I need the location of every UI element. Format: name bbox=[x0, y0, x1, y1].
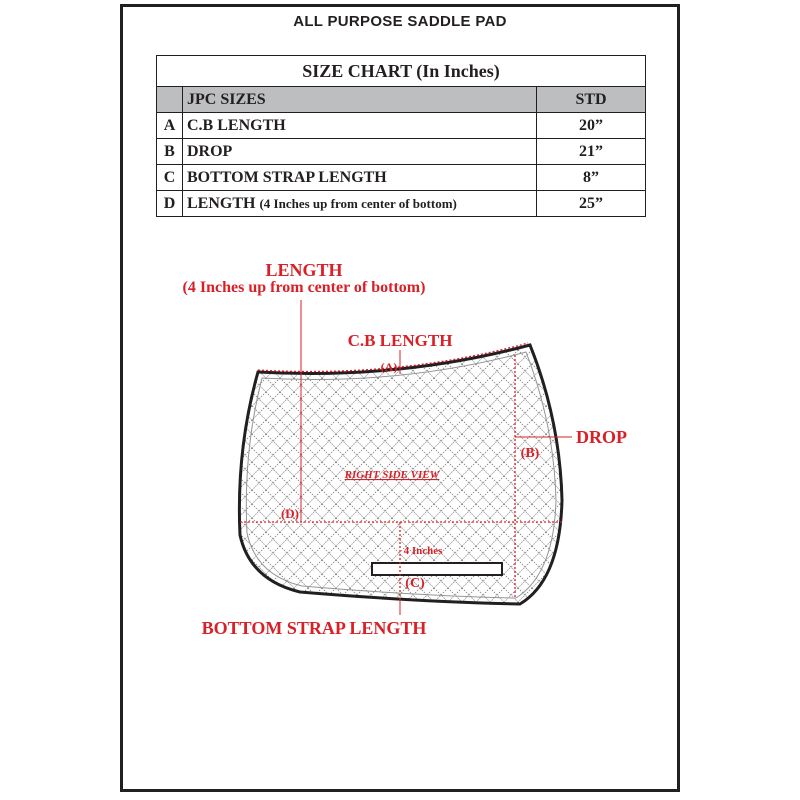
row-name: LENGTH bbox=[187, 194, 256, 212]
row-letter: B bbox=[157, 139, 183, 165]
header-size-std: STD bbox=[537, 87, 646, 113]
row-name: DROP bbox=[187, 142, 233, 160]
row-letter: D bbox=[157, 191, 183, 217]
row-value: 25” bbox=[537, 191, 646, 217]
drop-label: DROP bbox=[576, 427, 627, 447]
size-chart-title: SIZE CHART (In Inches) bbox=[157, 56, 646, 87]
marker-b: (B) bbox=[520, 446, 540, 461]
bottom-strap bbox=[372, 563, 502, 575]
row-note: (4 Inches up from center of bottom) bbox=[259, 195, 457, 211]
cb-length-label: C.B LENGTH bbox=[347, 331, 453, 350]
row-value: 8” bbox=[537, 165, 646, 191]
length-label: LENGTH bbox=[265, 260, 343, 280]
marker-a: (A) bbox=[380, 360, 398, 374]
page-title: ALL PURPOSE SADDLE PAD bbox=[293, 13, 507, 30]
row-value: 20” bbox=[537, 113, 646, 139]
row-name: BOTTOM STRAP LENGTH bbox=[187, 168, 387, 186]
row-letter: A bbox=[157, 113, 183, 139]
bottom-strap-length-label: BOTTOM STRAP LENGTH bbox=[201, 618, 427, 638]
marker-c: (C) bbox=[405, 576, 425, 591]
length-note-label: (4 Inches up from center of bottom) bbox=[182, 279, 426, 296]
header-sizes-label: JPC SIZES bbox=[183, 87, 537, 113]
row-letter: C bbox=[157, 165, 183, 191]
four-inches-label: 4 Inches bbox=[403, 545, 443, 557]
row-name: C.B LENGTH bbox=[187, 116, 286, 134]
row-value: 21” bbox=[537, 139, 646, 165]
right-side-view-label: RIGHT SIDE VIEW bbox=[344, 469, 440, 481]
marker-d: (D) bbox=[280, 506, 300, 521]
